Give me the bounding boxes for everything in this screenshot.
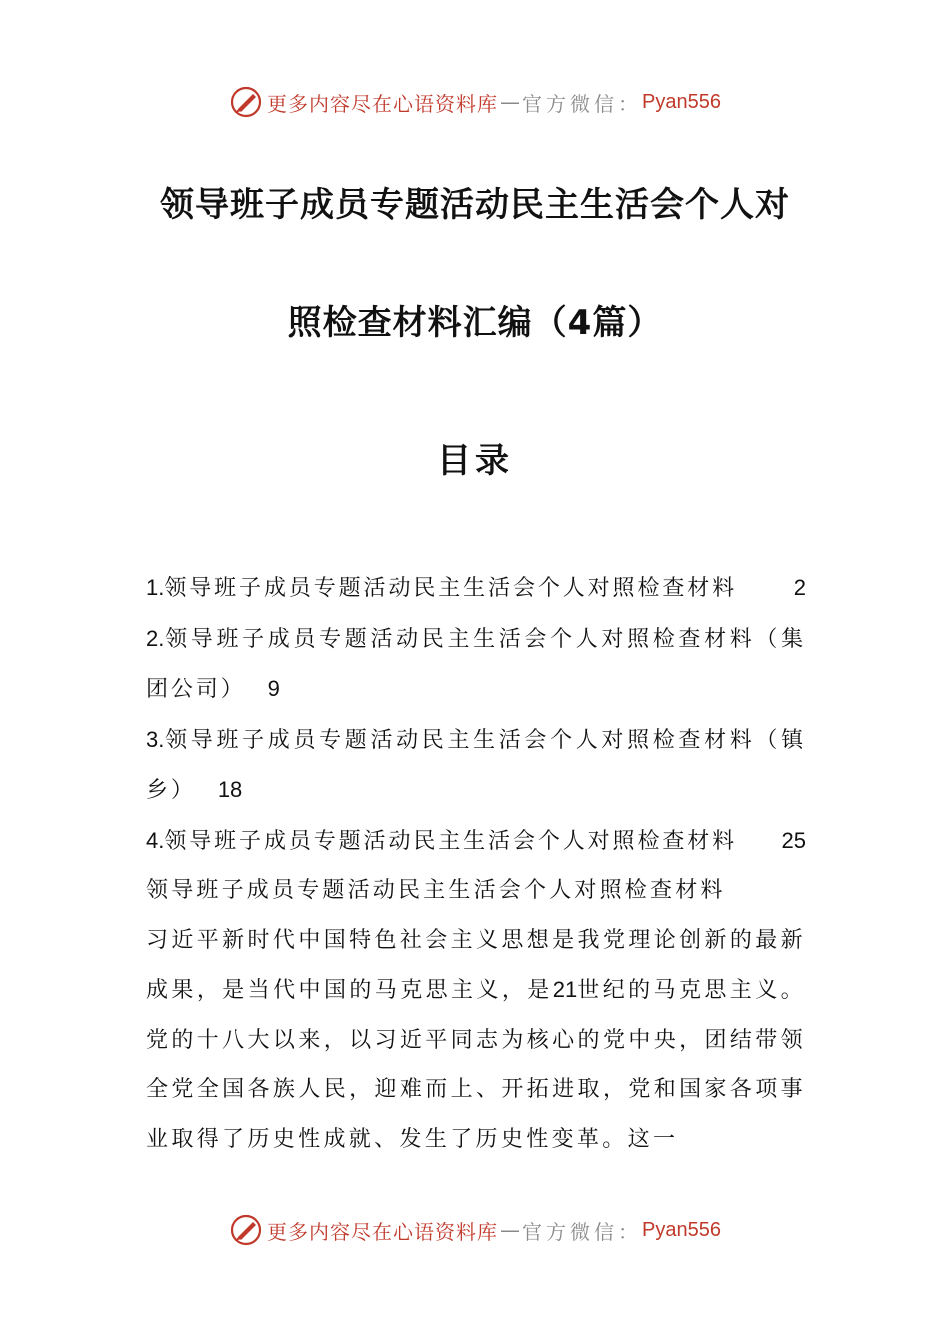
toc-entry-label (146, 816, 737, 867)
toc-entry[interactable] (146, 715, 806, 816)
toc-entry-number: 4. (146, 827, 165, 853)
watermark-id: Pyan556 (642, 1218, 721, 1241)
watermark-banner-top (0, 80, 950, 124)
watermark-id: Pyan556 (642, 90, 721, 113)
toc-entry-number: 2. (146, 625, 165, 651)
toc-entry-text: 领导班子成员专题活动民主生活会个人对照检查材料（集团公司） (146, 626, 806, 702)
watermark-text: 更多内容尽在心语资料库 (267, 91, 499, 116)
toc-entry-text: 领导班子成员专题活动民主生活会个人对照检查材料 (164, 828, 738, 854)
toc-entry-page: 2 (793, 575, 806, 600)
watermark-banner-bottom (0, 1208, 950, 1252)
body-text-part-1: 习近平新时代中国特色社会主义思想是我党理论创新的最新成果，是当代中国的马克思主义，是 (146, 927, 806, 1003)
document-title-line-2: 照检查材料汇编（4篇） (287, 303, 663, 343)
watermark-dash: — (500, 90, 521, 114)
toc-entry-number: 3. (146, 726, 165, 752)
toc-entry[interactable] (146, 563, 806, 614)
toc-entry-page: 9 (267, 676, 280, 701)
toc-entry[interactable] (146, 816, 806, 867)
document-content (146, 563, 806, 1164)
pen-logo-icon (229, 1213, 263, 1247)
document-title-line-1: 领导班子成员专题活动民主生活会个人对 (160, 185, 790, 225)
section-title: 领导班子成员专题活动民主生活会个人对照检查材料 (146, 878, 726, 903)
toc-entry-text: 领导班子成员专题活动民主生活会个人对照检查材料（镇乡） (146, 727, 806, 803)
toc-entry-number: 1. (146, 575, 165, 600)
watermark-label: 官方微信： (522, 91, 643, 116)
toc-heading: 目录 (437, 441, 513, 481)
body-text-number: 21 (552, 977, 578, 1002)
toc-entry[interactable] (146, 614, 806, 715)
toc-entry-label (146, 563, 737, 614)
toc-entry-text: 领导班子成员专题活动民主生活会个人对照检查材料 (164, 576, 738, 601)
watermark-label: 官方微信： (522, 1219, 643, 1244)
toc-entry-page: 18 (217, 777, 243, 802)
toc-entry-page: 25 (781, 827, 806, 853)
body-text-part-2: 世纪的马克思主义。党的十八大以来，以习近平同志为核心的党中央，团结带领全党全国各族人民，迎难而上、开拓进取，党和国家各项事业取得了历史性成就、发生了历史性变革。这一 (146, 978, 806, 1152)
pen-logo-icon (229, 85, 263, 119)
watermark-text: 更多内容尽在心语资料库 (267, 1219, 499, 1244)
watermark-dash: — (500, 1218, 521, 1242)
body-paragraph (146, 916, 806, 1165)
